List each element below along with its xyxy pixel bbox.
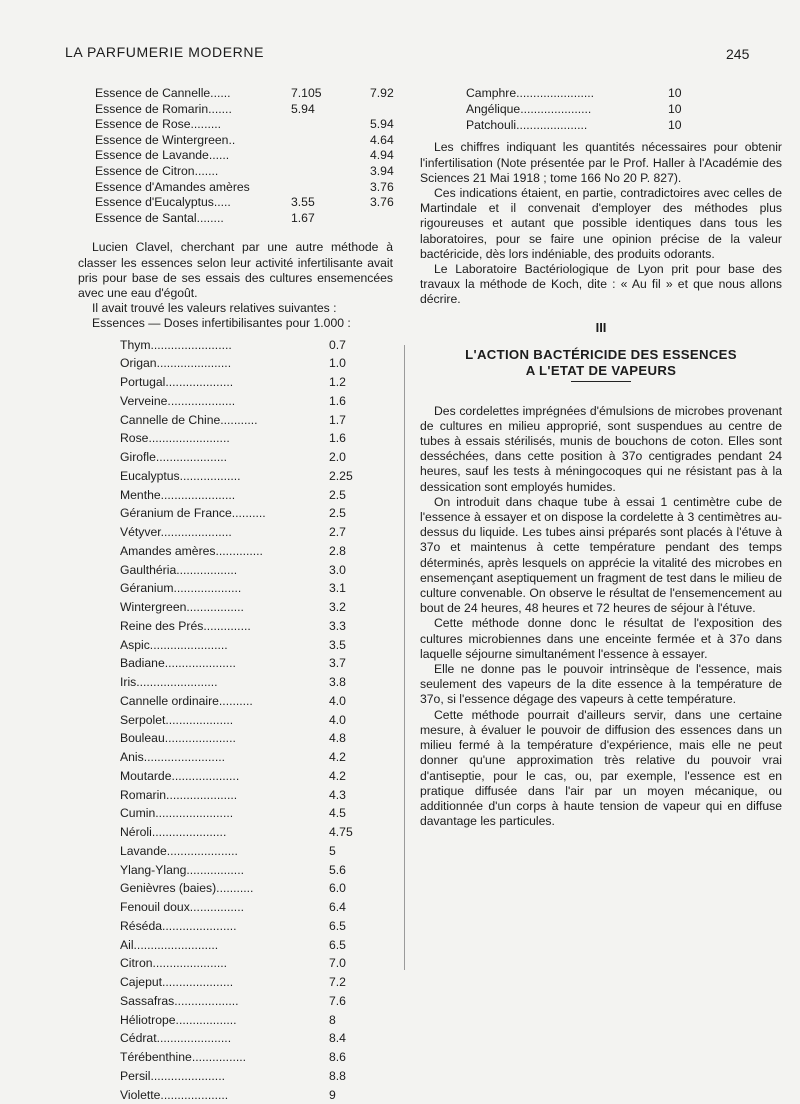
essence-name: Cumin....................... [120, 806, 234, 821]
section-number: III [595, 319, 607, 335]
list-item [120, 1067, 393, 1086]
list-item [120, 579, 393, 598]
dose-value: 6.5 [329, 937, 346, 952]
value-2: 5.94 [370, 117, 394, 132]
paragraph: Lucien Clavel, cherchant par une autre méthode à classer les essences selon leur activité infertilisante avait pris pour base de ses essais des cultures ensemencées avec une eau d'égoût. [78, 240, 393, 300]
dose-value: 4.8 [329, 731, 346, 746]
dose-value: 2.5 [329, 506, 346, 521]
dose-value: 7.2 [329, 975, 346, 990]
dose-value: 5.6 [329, 862, 346, 877]
essence-name: Origan...................... [120, 356, 232, 371]
dose-value: 5 [329, 843, 336, 858]
dose-value: 2.8 [329, 543, 346, 558]
essence-name: Essence d'Eucalyptus..... [95, 195, 231, 210]
essence-name: Vétyver..................... [120, 525, 232, 540]
list-item [120, 861, 393, 880]
essence-name: Anis........................ [120, 750, 225, 765]
dose-value: 3.0 [329, 562, 346, 577]
essence-name: Wintergreen................. [120, 600, 244, 615]
essence-name: Thym........................ [120, 337, 232, 352]
essence-name: Géranium de France.......... [120, 506, 266, 521]
spacer [78, 226, 393, 240]
dose-value: 3.5 [329, 637, 346, 652]
value-1: 1.67 [291, 210, 315, 225]
dose-value: 4.0 [329, 712, 346, 727]
dose-value: 3.2 [329, 600, 346, 615]
list-item [120, 992, 393, 1011]
essence-name: Fenouil doux................ [120, 900, 244, 915]
dose-value: 3.3 [329, 618, 346, 633]
list-item [120, 673, 393, 692]
essence-name: Cannelle ordinaire.......... [120, 693, 253, 708]
dose-value: 3.1 [329, 581, 346, 596]
page-number: 245 [726, 46, 750, 62]
table-row [95, 195, 393, 211]
list-item [120, 917, 393, 936]
table-row [95, 148, 393, 164]
essence-name: Essence de Rose......... [95, 117, 221, 132]
dose-value: 4.5 [329, 806, 346, 821]
table-row [95, 117, 393, 133]
list-item [120, 411, 393, 430]
paragraph: On introduit dans chaque tube à essai 1 centimètre cube de l'essence à essayer et on dispose la cordelette à 3 centimètres au-dessus du liquide. Les tubes ainsi préparés sont placés à l'étuve à 37o et maintenus à cette température pendant des temps déterminés, après lesquels on apprécie la vitalité des microbes en ensemençant aseptiquement un fragment de test dans le milieu de culture convenable. On observe le résultat de l'ensemencement au bout de 24 heures, 48 heures et 72 heures de séjour à l'étuve. [420, 494, 782, 616]
dose-value: 8.8 [329, 1068, 346, 1083]
list-item [120, 542, 393, 561]
dose-value: 6.4 [329, 900, 346, 915]
dose-value: 6.0 [329, 881, 346, 896]
dose-value: 1.7 [329, 412, 346, 427]
essence-name: Essence de Cannelle...... [95, 86, 231, 100]
essence-name: Lavande..................... [120, 843, 238, 858]
dose-value: 4.2 [329, 750, 346, 765]
dose-value: 7.0 [329, 956, 346, 971]
paragraph: Le Laboratoire Bactériologique de Lyon prit pour base des travaux la méthode de Koch, dite : « Au fil » et que nous allons décrire. [420, 262, 782, 307]
spacer [420, 133, 782, 140]
list-item [120, 1029, 393, 1048]
dose-value: 3.7 [329, 656, 346, 671]
value-2: 3.76 [370, 179, 394, 194]
essence-name: Portugal.................... [120, 375, 234, 390]
dose-value: 1.2 [329, 375, 346, 390]
list-item [120, 748, 393, 767]
list-item [120, 842, 393, 861]
dose-value: 4.3 [329, 787, 346, 802]
section-title [420, 347, 782, 379]
essence-name: Ail......................... [120, 937, 219, 952]
section-title-line: L'ACTION BACTÉRICIDE DES ESSENCES [465, 346, 737, 362]
dose-value: 4.75 [329, 825, 353, 840]
dose-value: 4.2 [329, 768, 346, 783]
value-2: 4.94 [370, 148, 394, 163]
essence-name: Réséda...................... [120, 918, 237, 933]
essence-value-table [95, 86, 393, 226]
essence-name: Rose........................ [120, 431, 230, 446]
list-item [120, 823, 393, 842]
list-item [120, 729, 393, 748]
essence-name: Cannelle de Chine........... [120, 412, 258, 427]
essence-name: Ylang-Ylang................. [120, 862, 244, 877]
dose-value: 8.4 [329, 1031, 346, 1046]
paragraph: Cette méthode pourrait d'ailleurs servir, dans une certaine mesure, à évaluer le pouvoir de diffusion des essences dans un milieu fermé à la température d'expérience, mais elle ne peut donner qu'une approximation très relative du pouvoir vrai d'antiseptie, pour le cas, ou, par exemple, l'essence est en pratique diffusée dans l'air par un moyen mécanique, ou additionnée d'un corps à haute tension de vapeur qui en diffuse davantage les particules. [420, 707, 782, 829]
paragraph: Il avait trouvé les valeurs relatives suivantes : [92, 301, 337, 316]
essence-name: Essence d'Amandes amères [95, 179, 250, 194]
left-column [78, 86, 393, 1104]
essence-name: Gaulthéria.................. [120, 562, 238, 577]
list-item [120, 448, 393, 467]
essence-name: Camphre....................... [466, 86, 595, 100]
paragraph: Elle ne donne pas le pouvoir intrinsèque de l'essence, mais seulement des vapeurs de la dite essence à la température de 37o, si l'essence dégage des vapeurs à cette température. [420, 662, 782, 707]
value-1: 5.94 [291, 101, 315, 116]
essence-name: Térébenthine................ [120, 1050, 246, 1065]
essence-name: Iris........................ [120, 675, 218, 690]
essence-name: Girofle..................... [120, 450, 228, 465]
dose-value: 7.6 [329, 993, 346, 1008]
dose-value: 10 [668, 101, 682, 116]
essence-name: Néroli...................... [120, 825, 227, 840]
list-item [120, 486, 393, 505]
dose-value: 8.6 [329, 1050, 346, 1065]
essence-name: Essence de Santal........ [95, 210, 224, 225]
paragraph: Des cordelettes imprégnées d'émulsions de microbes provenant de cultures en milieu approprié, sont suspendues au centre de tubes à essais stérilisés, munis de bouchons de coton. Elles sont desséchées, dans cette position à 37o centigrades pendant 24 heures, sauf les tests à méningocoques qui ne résistant pas à la dessication sont employés humides. [420, 403, 782, 494]
essence-name: Essence de Wintergreen.. [95, 132, 236, 147]
continued-dose-list [466, 86, 782, 133]
essence-name: Menthe...................... [120, 487, 236, 502]
table-row [95, 180, 393, 196]
essence-name: Eucalyptus.................. [120, 468, 241, 483]
essence-name: Essence de Lavande...... [95, 148, 230, 163]
section-title-line: A L'ETAT DE VAPEURS [525, 362, 677, 378]
essence-name: Amandes amères.............. [120, 543, 263, 558]
list-item [120, 617, 393, 636]
value-2: 3.76 [370, 195, 394, 210]
value-1: 3.55 [291, 195, 315, 210]
list-item [120, 336, 393, 355]
list-item [120, 598, 393, 617]
list-item [120, 654, 393, 673]
essence-name: Patchouli..................... [466, 117, 588, 132]
essence-name: Romarin..................... [120, 787, 238, 802]
paragraph: Cette méthode donne donc le résultat de l'exposition des cultures microbiennes dans une enceinte fermée et à 37o dans laquelle séjourne simultanément l'essence à essayer. [420, 616, 782, 661]
list-item [120, 373, 393, 392]
essence-name: Essence de Romarin....... [95, 101, 232, 116]
essence-name: Géranium.................... [120, 581, 242, 596]
essence-name: Reine des Prés.............. [120, 618, 251, 633]
list-item [120, 429, 393, 448]
dose-value: 1.6 [329, 431, 346, 446]
dose-value: 2.5 [329, 487, 346, 502]
table-row [95, 133, 393, 149]
dose-value: 3.8 [329, 675, 346, 690]
paragraph: Les chiffres indiquant les quantités nécessaires pour obtenir l'infertilisation (Note présentée par le Prof. Haller à l'Académie des Sciences 21 Mai 1918 ; tome 166 No 20 P. 827). [420, 140, 782, 185]
list-item [120, 636, 393, 655]
value-2: 7.92 [370, 86, 394, 100]
essence-name: Badiane..................... [120, 656, 236, 671]
essence-name: Serpolet.................... [120, 712, 234, 727]
list-item [466, 118, 782, 134]
dose-value: 1.6 [329, 393, 346, 408]
essence-name: Persil...................... [120, 1068, 225, 1083]
dose-value: 4.0 [329, 693, 346, 708]
list-item [120, 504, 393, 523]
paragraph: Ces indications étaient, en partie, contradictoires avec celles de Martindale et il convenait d'employer des méthodes plus rigoureuses et autant que possible identiques dans tous les laboratoires, pour se faire une opinion précise de la valeur bactéricide, dès lors indéniable, des produits odorants. [420, 186, 782, 261]
essence-name: Moutarde.................... [120, 768, 240, 783]
dose-value: 6.5 [329, 918, 346, 933]
list-item [466, 86, 782, 102]
column-divider [404, 345, 405, 970]
dose-value: 9 [329, 1087, 336, 1102]
right-column [420, 86, 782, 829]
essence-name: Cajeput..................... [120, 975, 234, 990]
list-item [120, 523, 393, 542]
list-item [120, 354, 393, 373]
list-item [120, 786, 393, 805]
essence-name: Bouleau..................... [120, 731, 236, 746]
dose-value: 1.0 [329, 356, 346, 371]
essence-name: Héliotrope.................. [120, 1012, 237, 1027]
list-item [120, 467, 393, 486]
essence-name: Citron...................... [120, 956, 228, 971]
table-row [95, 102, 393, 118]
list-item [120, 804, 393, 823]
table-row [95, 211, 393, 227]
list-item [120, 936, 393, 955]
dose-value: 0.7 [329, 337, 346, 352]
list-item [120, 561, 393, 580]
spacer [420, 382, 782, 404]
list-item [120, 954, 393, 973]
essence-name: Violette.................... [120, 1087, 229, 1102]
list-item [120, 973, 393, 992]
list-item [120, 1011, 393, 1030]
list-item [120, 692, 393, 711]
list-item [466, 102, 782, 118]
dose-value: 10 [668, 117, 682, 132]
value-2: 4.64 [370, 132, 394, 147]
essence-name: Cédrat...................... [120, 1031, 232, 1046]
essence-name: Genièvres (baies)........... [120, 881, 254, 896]
essence-name: Verveine.................... [120, 393, 236, 408]
dose-value: 2.7 [329, 525, 346, 540]
dose-value: 2.25 [329, 468, 353, 483]
dose-value: 2.0 [329, 450, 346, 465]
paragraph: Essences — Doses infertibilisantes pour 1.000 : [92, 316, 351, 331]
list-item [120, 898, 393, 917]
table-row [95, 86, 393, 102]
list-item [120, 711, 393, 730]
value-1: 7.105 [291, 86, 322, 100]
list-item [120, 1086, 393, 1104]
list-item [120, 392, 393, 411]
essence-name: Aspic....................... [120, 637, 228, 652]
dose-list [120, 336, 393, 1104]
list-item [120, 879, 393, 898]
dose-value: 8 [329, 1012, 336, 1027]
list-item [120, 767, 393, 786]
table-row [95, 164, 393, 180]
running-header-title: LA PARFUMERIE MODERNE [65, 44, 265, 60]
list-item [120, 1048, 393, 1067]
essence-name: Sassafras................... [120, 993, 239, 1008]
dose-value: 10 [668, 86, 682, 100]
essence-name: Essence de Citron....... [95, 163, 219, 178]
value-2: 3.94 [370, 163, 394, 178]
essence-name: Angélique..................... [466, 101, 592, 116]
